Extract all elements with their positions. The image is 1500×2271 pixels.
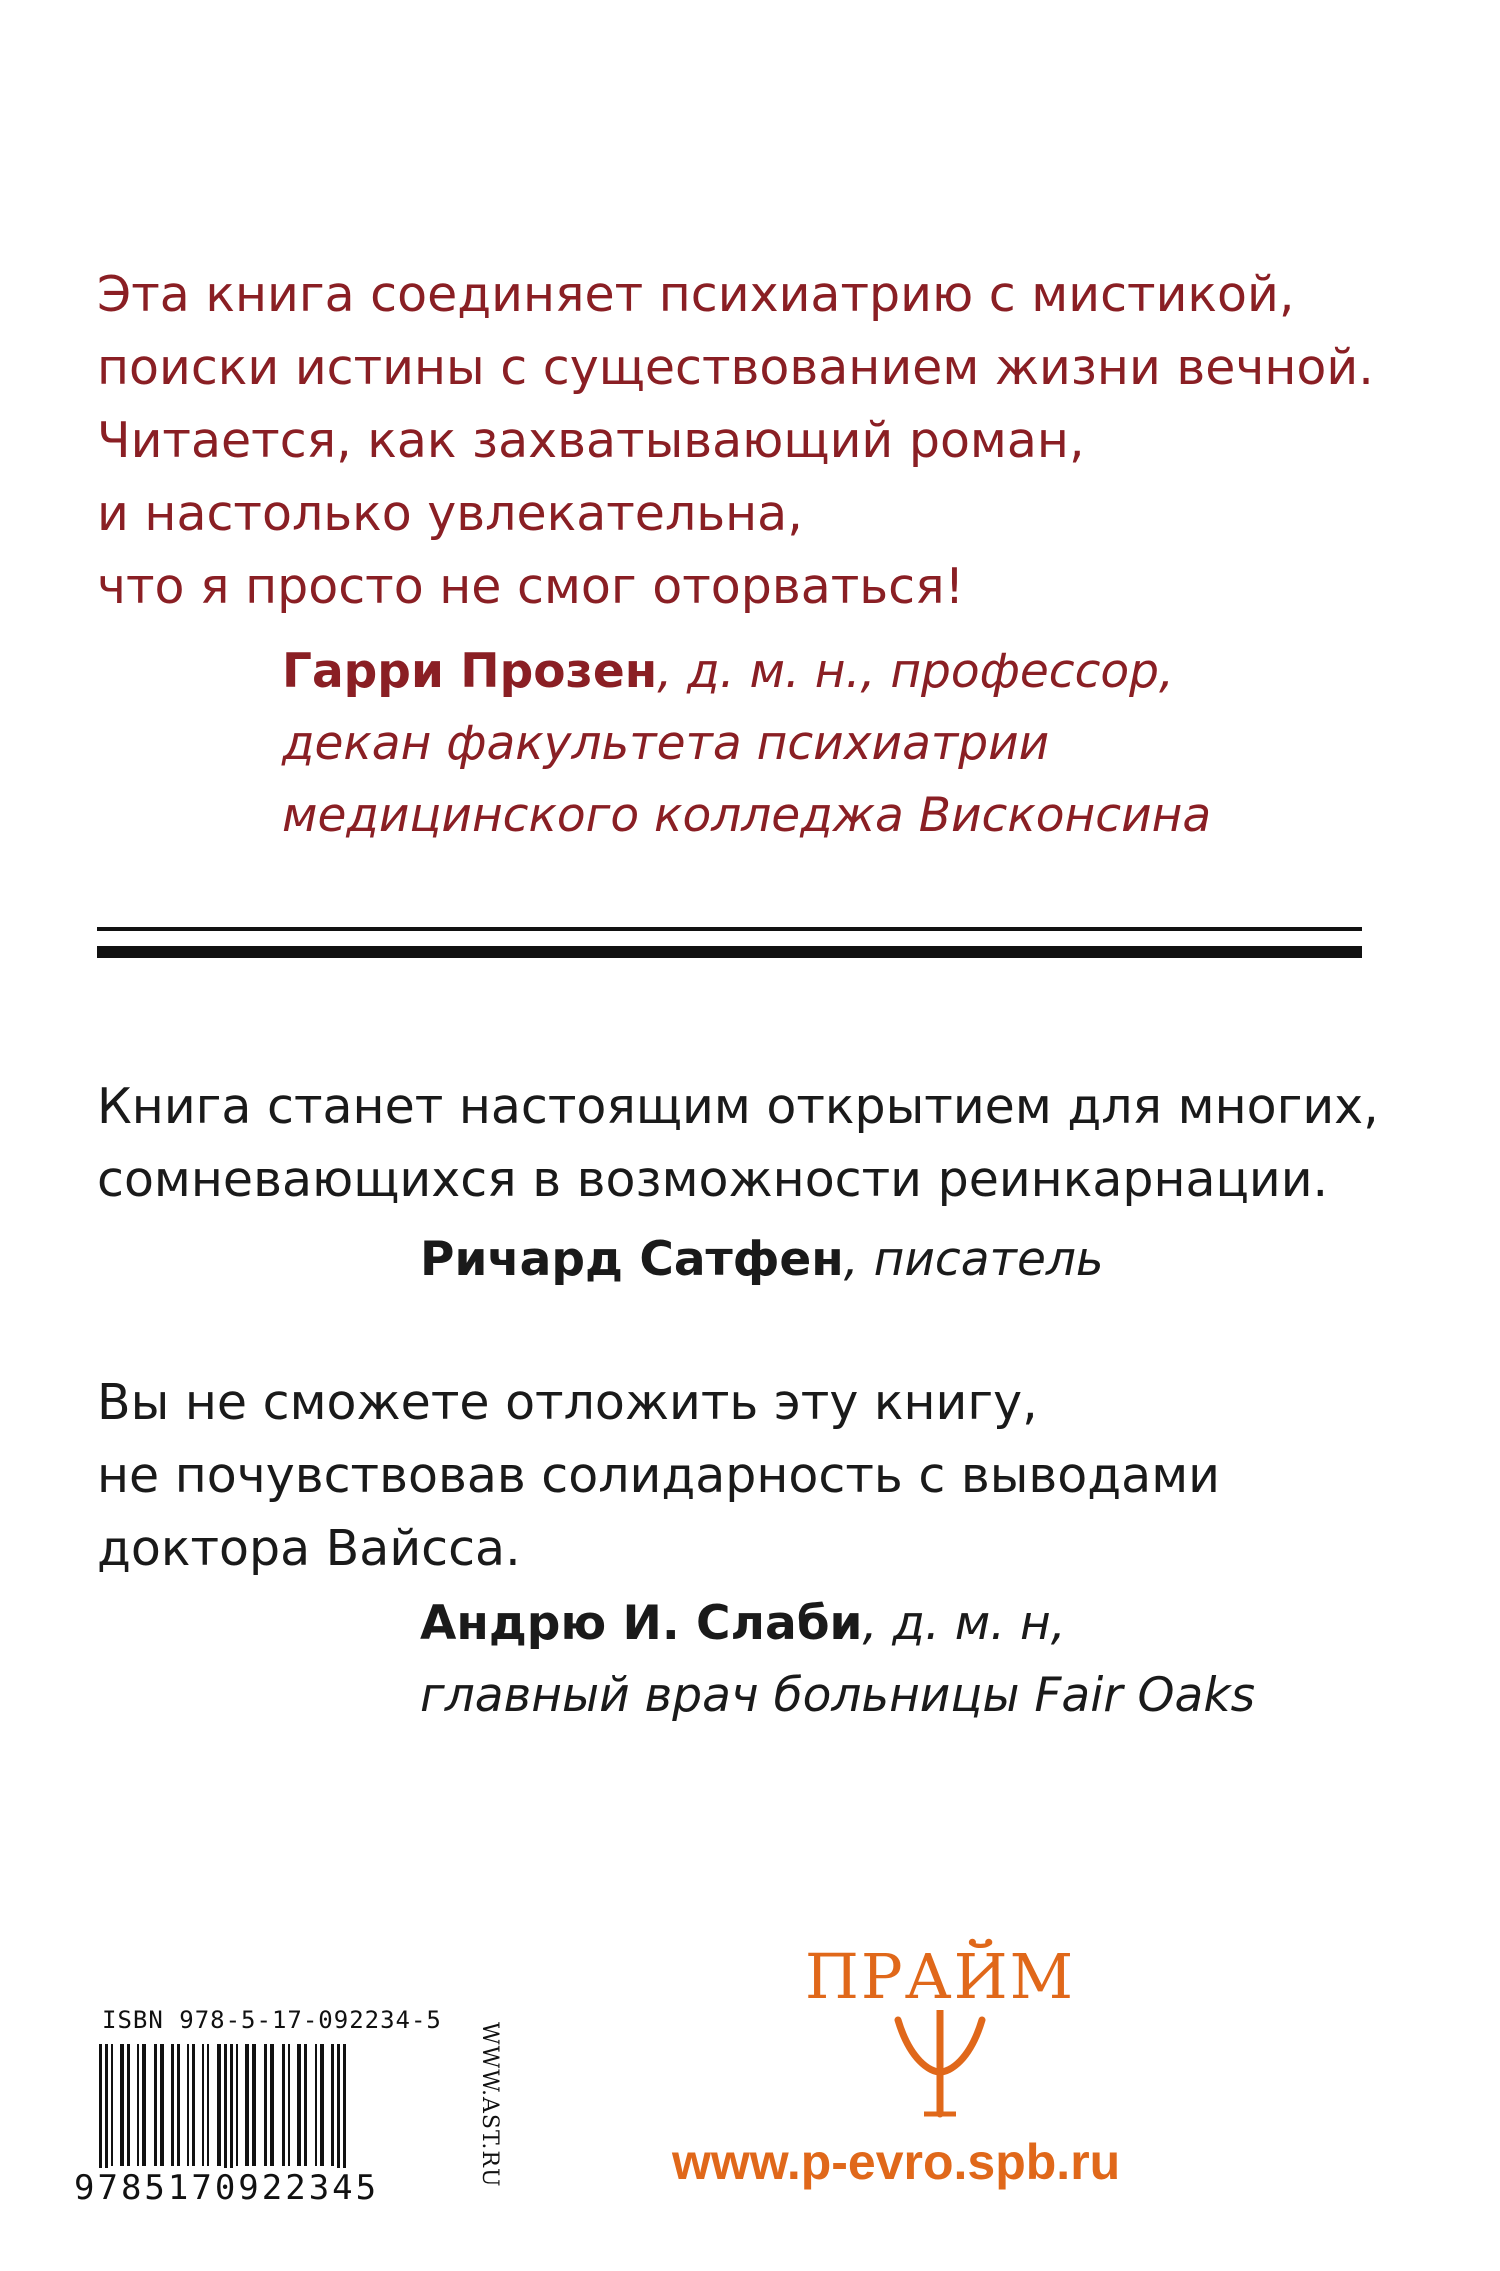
barcode-bars bbox=[95, 2044, 435, 2184]
quote-1-line: поиски истины с существованием жизни вечной. bbox=[97, 339, 1374, 396]
barcode-bar bbox=[331, 2044, 334, 2166]
barcode-bar bbox=[288, 2044, 290, 2166]
barcode-bar bbox=[217, 2044, 221, 2166]
barcode-bar bbox=[207, 2044, 209, 2166]
quote-1-line: Читается, как захватывающий роман, bbox=[97, 412, 1085, 469]
quote-2-line: Книга станет настоящим открытием для многих, bbox=[97, 1078, 1379, 1135]
publisher-name: ПРАЙМ bbox=[804, 1940, 1076, 2013]
quote-3-line: не почувствовав солидарность с выводами bbox=[97, 1447, 1221, 1504]
barcode-bar bbox=[297, 2044, 301, 2166]
barcode-bar bbox=[171, 2044, 174, 2166]
quote-3-attribution bbox=[420, 1588, 1420, 1732]
barcode-bar bbox=[252, 2044, 256, 2166]
quote-2-line: сомневающихся в возможности реинкарнации. bbox=[97, 1151, 1329, 1208]
barcode-bar bbox=[99, 2044, 102, 2184]
barcode-bar bbox=[187, 2044, 189, 2166]
quote-1-author: Гарри Прозен bbox=[282, 644, 658, 699]
barcode-bar bbox=[236, 2044, 238, 2166]
quote-1-author-line: медицинского колледжа Висконсина bbox=[282, 788, 1212, 843]
barcode-bar bbox=[177, 2044, 180, 2166]
ast-website: WWW.AST.RU bbox=[477, 2022, 502, 2188]
barcode-bar bbox=[304, 2044, 307, 2166]
quote-1 bbox=[97, 258, 1427, 623]
barcode-bar bbox=[224, 2044, 227, 2184]
quote-3-author-line: главный врач больницы Fair Oaks bbox=[420, 1668, 1256, 1723]
barcode-bar bbox=[245, 2044, 249, 2166]
quote-2 bbox=[97, 1070, 1427, 1216]
isbn-label: ISBN 978-5-17-092234-5 bbox=[102, 2006, 442, 2034]
quote-1-author-line: декан факультета психиатрии bbox=[282, 716, 1050, 771]
quote-1-author-title: , д. м. н., профессор, bbox=[657, 644, 1174, 699]
barcode-bar bbox=[142, 2044, 146, 2166]
quote-1-line: и настолько увлекательна, bbox=[97, 485, 803, 542]
quote-3-line: Вы не сможете отложить эту книгу, bbox=[97, 1374, 1038, 1431]
barcode-bar bbox=[264, 2044, 267, 2166]
barcode-bar bbox=[127, 2044, 130, 2166]
barcode-number: 9785170922345 bbox=[74, 2168, 380, 2208]
barcode-bar bbox=[343, 2044, 346, 2184]
barcode-bar bbox=[120, 2044, 124, 2166]
barcode-bar bbox=[137, 2044, 139, 2166]
barcode-bar bbox=[192, 2044, 195, 2166]
divider-thin bbox=[97, 927, 1362, 931]
barcode-bar bbox=[320, 2044, 324, 2166]
barcode-bar bbox=[230, 2044, 233, 2184]
quote-2-author: Ричард Сатфен bbox=[420, 1232, 844, 1287]
quote-3-author-title: , д. м. н, bbox=[862, 1596, 1066, 1651]
barcode-bar bbox=[105, 2044, 108, 2184]
quote-2-attribution bbox=[420, 1224, 1320, 1296]
quote-1-line: что я просто не смог оторваться! bbox=[97, 558, 965, 615]
quote-3 bbox=[97, 1366, 1427, 1585]
quote-3-line: доктора Вайсса. bbox=[97, 1520, 521, 1577]
quote-1-attribution bbox=[282, 636, 1382, 852]
barcode-bar bbox=[337, 2044, 340, 2184]
barcode-bar bbox=[202, 2044, 204, 2166]
psi-symbol-icon bbox=[880, 2010, 1000, 2120]
divider-thick bbox=[97, 946, 1362, 958]
barcode-bar bbox=[270, 2044, 274, 2166]
quote-2-author-title: , писатель bbox=[843, 1232, 1104, 1287]
publisher-website: www.p-evro.spb.ru bbox=[672, 2134, 1121, 2190]
barcode-bar bbox=[282, 2044, 285, 2166]
quote-3-author: Андрю И. Слаби bbox=[420, 1596, 863, 1651]
barcode-bar bbox=[154, 2044, 157, 2166]
barcode-bar bbox=[111, 2044, 113, 2166]
barcode-bar bbox=[315, 2044, 317, 2166]
quote-1-line: Эта книга соединяет психиатрию с мистикой, bbox=[97, 266, 1295, 323]
barcode-bar bbox=[160, 2044, 164, 2166]
